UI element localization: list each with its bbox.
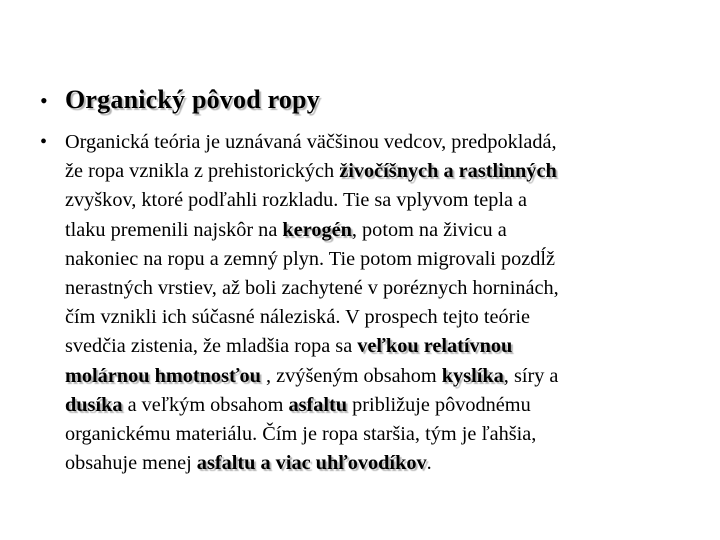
text-line <box>65 449 695 478</box>
text-segment: , síry a <box>503 364 559 387</box>
highlighted-term: kerogén <box>282 218 352 241</box>
text-segment: svedčia zistenia, že mladšia ropa sa <box>65 335 358 358</box>
text-segment: zvyškov, ktoré podľahli rozkladu. Tie sa vplyvom tepla a <box>65 189 528 212</box>
text-segment: tlaku premenili najskôr na <box>65 218 283 241</box>
text-segment: , potom na živicu a <box>351 218 507 241</box>
body-bullet-icon: • <box>40 131 48 153</box>
text-line <box>65 274 695 303</box>
text-segment: organickému materiálu. Čím je ropa staršia, tým je ľahšia, <box>65 423 537 446</box>
highlighted-term: dusíka <box>65 393 123 416</box>
highlighted-term: asfaltu <box>288 393 348 416</box>
heading-bullet-icon: • <box>40 88 48 113</box>
text-line <box>65 157 695 186</box>
text-segment: . <box>426 452 432 475</box>
highlighted-term: kyslíka <box>441 364 504 387</box>
text-line <box>65 216 695 245</box>
text-line <box>65 420 695 449</box>
body-paragraph <box>40 128 696 478</box>
highlighted-term: asfaltu a viac uhľovodíkov <box>196 452 427 475</box>
text-line <box>65 391 695 420</box>
text-segment: , zvýšeným obsahom <box>260 364 442 387</box>
text-segment: čím vznikli ich súčasné náleziská. V prospech tejto teórie <box>65 306 531 329</box>
text-segment: že ropa vznikla z prehistorických <box>65 160 340 183</box>
highlighted-term: živočíšnych a rastlinných <box>339 160 557 183</box>
slide-heading <box>40 87 700 113</box>
text-segment: Organická teória je uznávaná väčšinou vedcov, predpokladá, <box>65 131 557 153</box>
highlighted-term: molárnou hmotnosťou <box>65 364 261 387</box>
text-line <box>65 128 695 157</box>
slide-title: Organický pôvod ropy <box>65 85 320 114</box>
highlighted-term: veľkou relatívnou <box>357 335 513 358</box>
text-segment: približuje pôvodnému <box>347 393 531 416</box>
text-line <box>65 332 695 361</box>
text-segment: a veľkým obsahom <box>122 393 289 416</box>
text-segment: nerastných vrstiev, až boli zachytené v poréznych horninách, <box>65 277 559 300</box>
text-segment: nakoniec na ropu a zemný plyn. Tie potom migrovali pozdĺž <box>65 247 556 270</box>
text-line <box>65 245 695 274</box>
body-text <box>65 128 695 478</box>
text-line <box>65 186 695 215</box>
text-line <box>65 303 695 332</box>
text-line <box>65 362 695 391</box>
text-segment: obsahuje menej <box>65 452 197 475</box>
